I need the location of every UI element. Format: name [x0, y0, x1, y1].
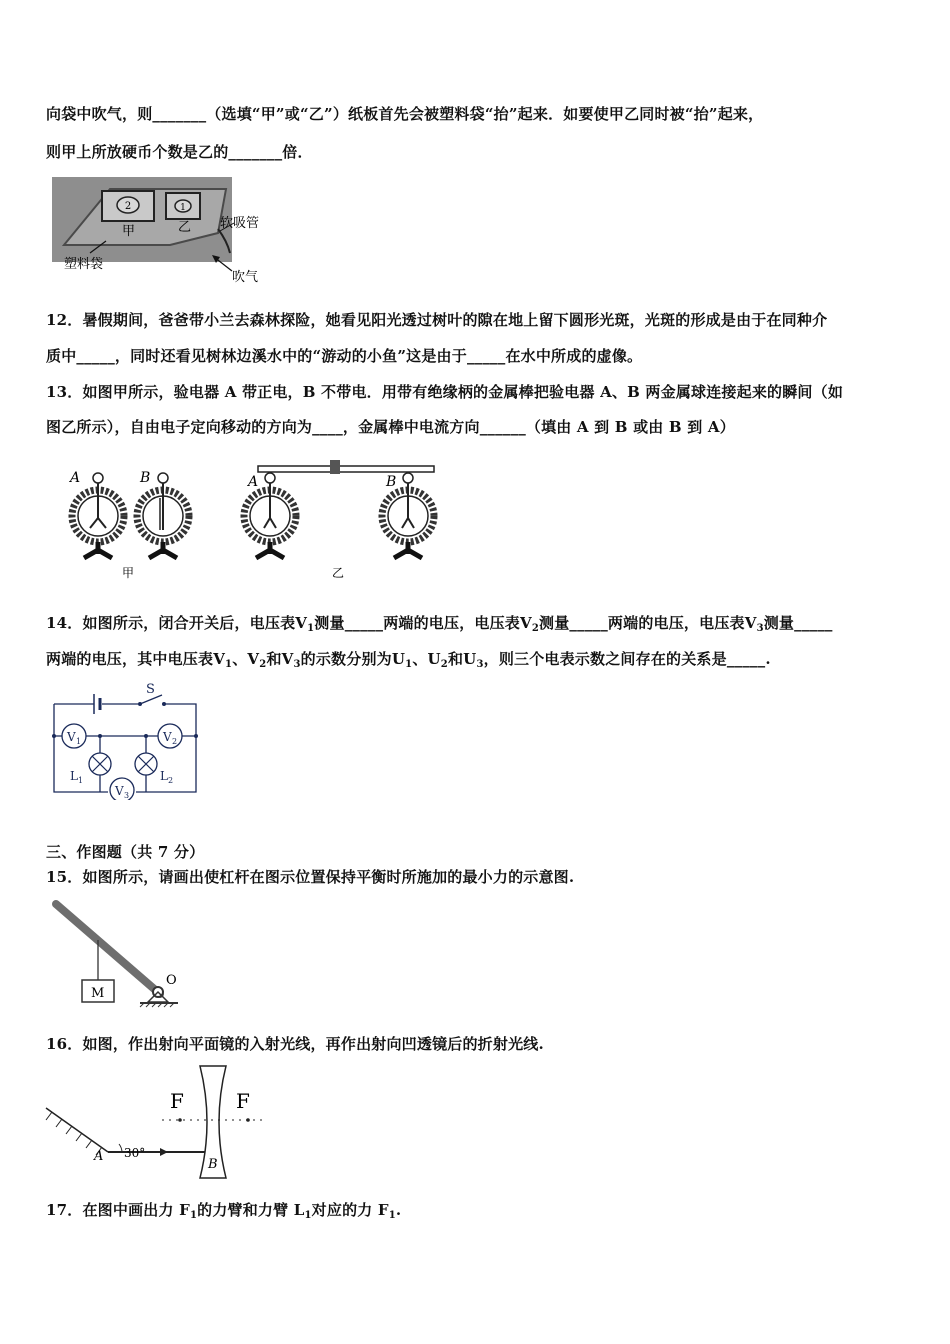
q12-line1: 12．暑假期间，爸爸带小兰去森林探险，她看见阳光透过树叶的隙在地上留下圆形光斑，光斑的形成是由于在同种介 — [46, 311, 828, 329]
label-tube: 软吸管 — [220, 216, 260, 231]
label-a-jia: A — [70, 470, 81, 486]
voltmeter-v1 — [62, 724, 86, 748]
q11-bag-figure — [50, 175, 280, 285]
battery — [94, 694, 100, 714]
q15-text: 15．如图所示，请画出使杠杆在图示位置保持平衡时所施加的最小力的示意图. — [46, 868, 575, 886]
label-jia-fig: 甲 — [122, 566, 135, 580]
coin-small-label: 1 — [180, 203, 186, 213]
label-blow: 吹气 — [232, 270, 259, 285]
ray-arrow — [160, 1148, 168, 1156]
svg-text:V: V — [67, 730, 76, 744]
label-yi-fig: 乙 — [332, 566, 345, 580]
svg-text:3: 3 — [124, 791, 130, 800]
q15-lever-figure — [48, 896, 188, 1008]
mass-label: M — [91, 986, 105, 1001]
metal-rod — [258, 466, 434, 472]
lamp-l1-label: $L_1$ — [70, 769, 84, 785]
svg-text:V: V — [163, 730, 172, 744]
q16-optics-figure — [42, 1062, 272, 1182]
lamp-l1 — [89, 753, 111, 775]
lamp-l2 — [135, 753, 157, 775]
q11-line1: 向袋中吹气，则_______（选填“甲”或“乙”）纸板首先会被塑料袋“抬”起来．如要使甲乙同时被“抬”起来， — [46, 105, 764, 123]
plane-mirror — [46, 1108, 108, 1152]
label-yi: 乙 — [178, 220, 192, 235]
q14-line1: 14．如图所示，闭合开关后，电压表$V_1$测量_____两端的电压，电压表$V_2$测量_____两端的电压，电压表$V_3$测量_____ — [46, 614, 833, 634]
label-b-yi: B — [386, 474, 397, 490]
insulated-handle — [330, 460, 340, 474]
q11-line2: 则甲上所放硬币个数是乙的_______倍． — [46, 143, 313, 161]
point-b-label: B — [208, 1157, 218, 1172]
svg-text:2: 2 — [172, 737, 178, 746]
angle-label: 30° — [124, 1146, 146, 1160]
point-a-label: A — [94, 1149, 104, 1164]
label-bag: 塑料袋 — [64, 257, 104, 272]
label-b-jia: B — [140, 470, 151, 486]
q12-line2: 质中_____，同时还看见树林边溪水中的“游动的小鱼”这是由于_____在水中所成的虚像。 — [46, 347, 643, 365]
pivot-label: O — [166, 973, 177, 988]
q16-text: 16．如图，作出射向平面镜的入射光线，再作出射向凹透镜后的折射光线. — [46, 1035, 544, 1053]
q13-electroscope-figure — [60, 458, 440, 583]
focus-left — [178, 1118, 182, 1122]
q17-text: 17．在图中画出力 $F_1$的力臂和力臂 $L_1$对应的力 $F_1$. — [46, 1201, 402, 1221]
switch-label: S — [146, 682, 155, 697]
q13-line1: 13．如图甲所示，验电器 A 带正电，B 不带电．用带有绝缘柄的金属棒把验电器 A、B 两金属球连接起来的瞬间（如 — [46, 383, 844, 401]
q13-line2: 图乙所示），自由电子定向移动的方向为____，金属棒中电流方向______（填由 A 到 B 或由 B 到 A） — [46, 418, 735, 436]
q14-line2: 两端的电压，其中电压表$V_1$、$V_2$和$V_3$的示数分别为$U_1$、$U_2$和$U_3$，则三个电表示数之间存在的关系是_____. — [46, 650, 771, 670]
section-3-heading: 三、作图题（共 7 分） — [46, 843, 205, 861]
focus-right — [246, 1118, 250, 1122]
svg-text:V: V — [115, 784, 124, 798]
q14-circuit-figure — [48, 680, 208, 800]
label-a-yi: A — [248, 474, 259, 490]
svg-text:1: 1 — [76, 737, 82, 746]
focus-left-label: F — [170, 1089, 184, 1113]
angle-arc — [119, 1144, 122, 1152]
lamp-l2-label: $L_2$ — [160, 769, 174, 785]
coin-big-label: 2 — [124, 201, 132, 212]
focus-right-label: F — [236, 1089, 250, 1113]
voltmeter-v3 — [110, 778, 134, 800]
voltmeter-v2 — [158, 724, 182, 748]
label-jia: 甲 — [122, 224, 136, 239]
